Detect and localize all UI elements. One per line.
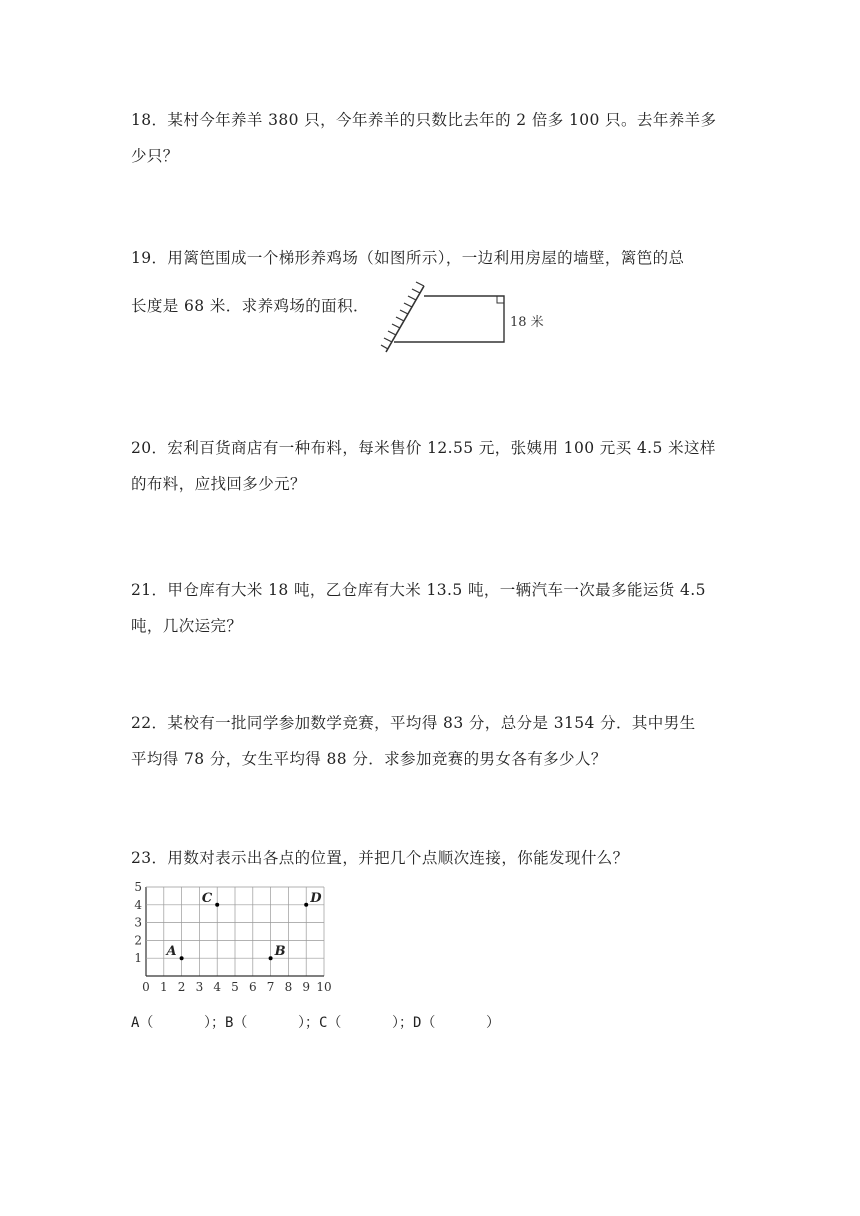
coordinate-grid <box>128 880 343 995</box>
question-20-line2: 的布料，应找回多少元？ <box>131 475 306 493</box>
question-19-line1: 19．用篱笆围成一个梯形养鸡场（如图所示），一边利用房屋的墙壁，篱笆的总 <box>131 249 685 267</box>
trapezoid-figure <box>380 280 550 360</box>
x-tick-label: 7 <box>266 980 275 994</box>
answer-blanks: A（ ）；B（ ）；C（ ）；D（ ） <box>131 1015 501 1031</box>
question-19-line2: 长度是 68 米．求养鸡场的面积． <box>131 297 369 315</box>
x-tick-label: 3 <box>195 980 204 994</box>
x-tick-label: 10 <box>316 980 332 994</box>
y-tick-label: 5 <box>134 880 142 894</box>
question-21-line2: 吨，几次运完？ <box>131 617 243 635</box>
question-21-line1: 21．甲仓库有大米 18 吨，乙仓库有大米 13.5 吨，一辆汽车一次最多能运货 4.5 <box>131 581 706 599</box>
question-22-line1: 22．某校有一批同学参加数学竞赛，平均得 83 分，总分是 3154 分．其中男生 <box>131 714 696 732</box>
question-22 <box>131 705 731 777</box>
question-23 <box>131 840 731 876</box>
x-tick-label: 1 <box>159 980 168 994</box>
x-tick-label: 5 <box>231 980 239 994</box>
grid-points <box>165 891 323 960</box>
y-tick-label: 1 <box>134 951 142 966</box>
point-a <box>180 956 184 960</box>
height-label: 18 米 <box>510 315 544 330</box>
x-tick-label: 4 <box>213 980 222 994</box>
x-tick-label: 9 <box>302 980 311 994</box>
fence-outline <box>394 296 504 342</box>
y-tick-label: 4 <box>134 897 142 912</box>
point-b <box>269 956 273 960</box>
right-angle-mark <box>497 296 504 303</box>
question-20 <box>131 430 731 502</box>
point-c <box>215 903 219 907</box>
question-18-line1: 18．某村今年养羊 380 只，今年养羊的只数比去年的 2 倍多 100 只。去年养羊多 <box>131 111 717 129</box>
question-20-line1: 20．宏利百货商店有一种布料，每米售价 12.55 元，张姨用 100 元买 4.5 米这样 <box>131 439 716 457</box>
x-tick-label: 6 <box>248 980 257 994</box>
question-22-line2: 平均得 78 分，女生平均得 88 分．求参加竞赛的男女各有多少人？ <box>131 750 607 768</box>
point-label-c: C <box>201 890 213 906</box>
point-d <box>304 903 308 907</box>
x-tick-label: 8 <box>284 980 293 994</box>
point-label-b: B <box>274 944 286 960</box>
x-tick-labels <box>142 980 331 994</box>
y-tick-label: 3 <box>134 915 142 930</box>
question-21 <box>131 572 731 644</box>
question-23-line1: 23．用数对表示出各点的位置，并把几个点顺次连接，你能发现什么？ <box>131 849 629 867</box>
y-tick-label: 2 <box>134 933 142 948</box>
question-18-line2: 少只？ <box>131 147 179 165</box>
x-tick-label: 0 <box>142 980 150 994</box>
question-18 <box>131 102 731 174</box>
point-label-d: D <box>310 890 322 906</box>
y-tick-labels <box>134 880 142 965</box>
grid-lines <box>146 887 324 976</box>
point-label-a: A <box>166 944 177 960</box>
x-tick-label: 2 <box>177 980 186 994</box>
